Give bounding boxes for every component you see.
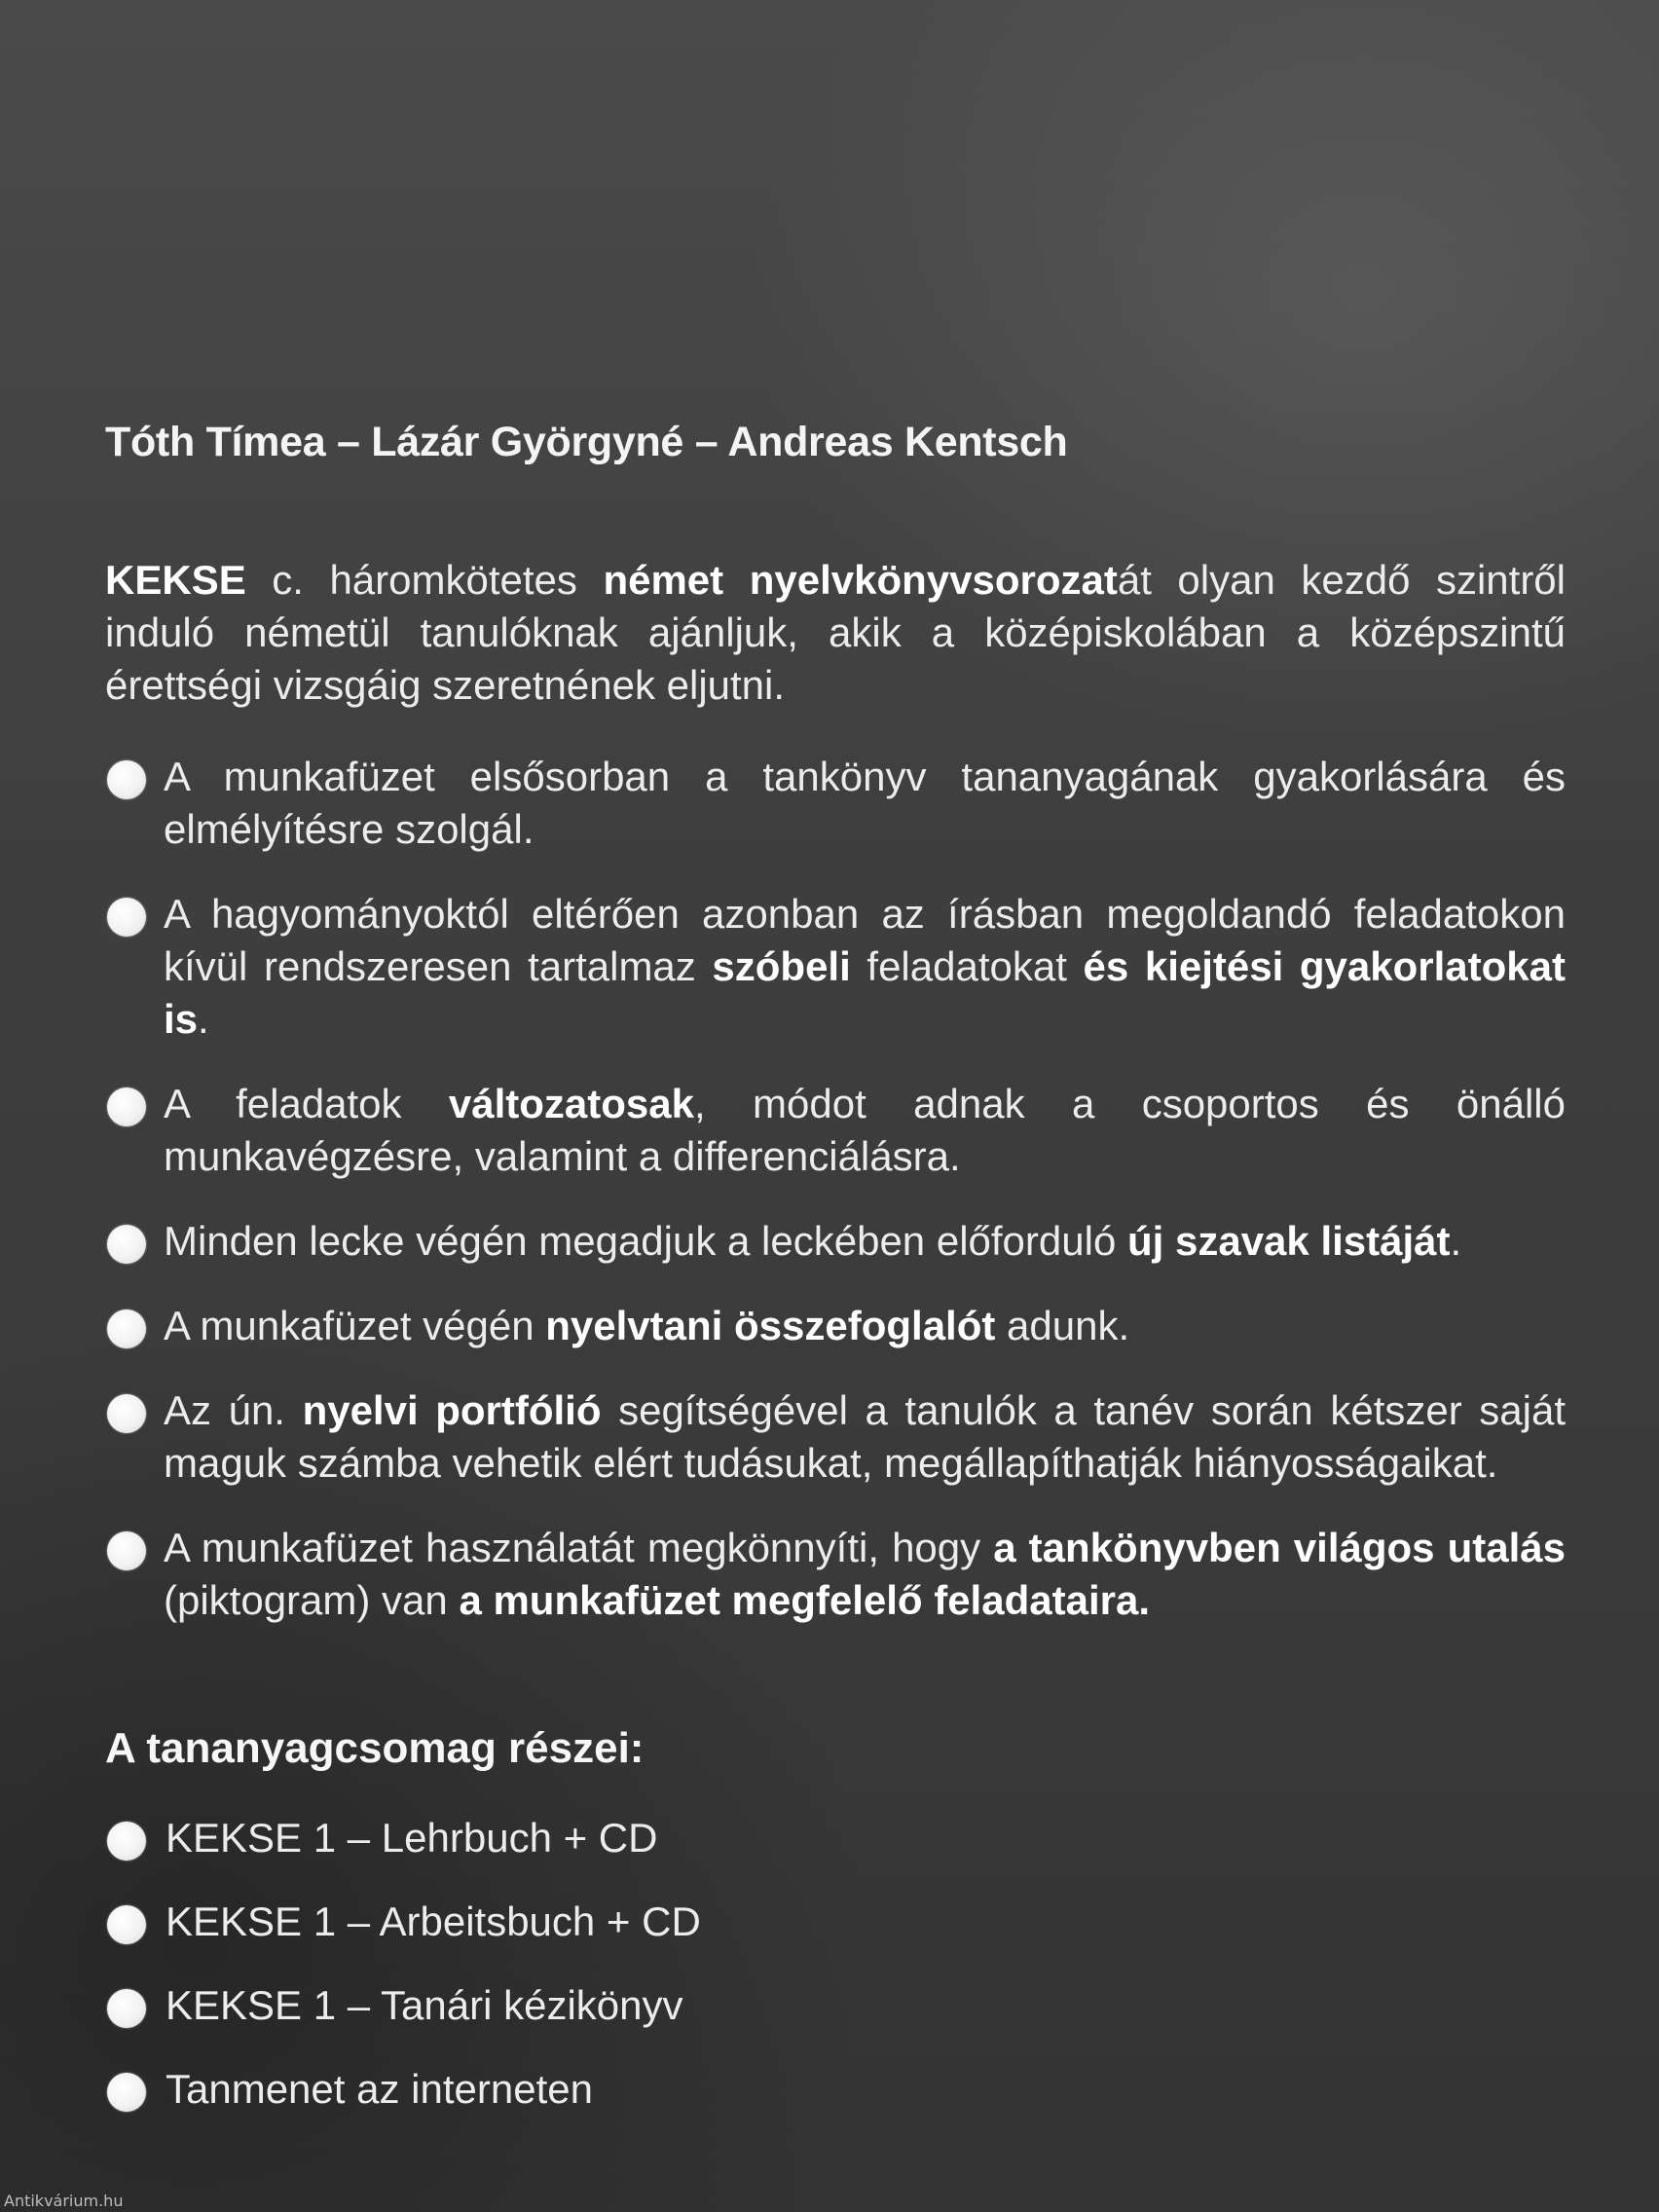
intro-series: német nyelvkönyvsorozat (603, 557, 1118, 603)
watermark: Antikvárium.hu (4, 2192, 124, 2210)
back-cover-text (105, 419, 1566, 2147)
feature-bold: a tankönyvben világos utalás (993, 1525, 1566, 1570)
feature-bold: új szavak listáját (1126, 1218, 1451, 1264)
feature-bold: változatosak (448, 1081, 695, 1126)
package-part-item (105, 1896, 1566, 1948)
feature-bold: nyelvi portfólió (302, 1387, 602, 1433)
bullet-dot-icon (107, 1989, 146, 2028)
feature-item (105, 1522, 1566, 1627)
authors-line: Tóth Tímea – Lázár Györgyné – Andreas Kentsch (105, 419, 1068, 465)
intro-paragraph (105, 554, 1566, 712)
bullet-dot-icon (107, 1309, 146, 1348)
feature-item (105, 1078, 1566, 1183)
intro-text-2: át olyan kezdő szintről induló németül tanulóknak ajánljuk, akik a középiskolában a középszintű érettségi vizsgáig szeretnének eljutni. (105, 557, 1566, 708)
bullet-dot-icon (107, 1088, 146, 1126)
feature-item (105, 1215, 1566, 1268)
feature-list (105, 751, 1566, 1627)
package-parts-title: A tananyagcsomag részei: (105, 1724, 645, 1772)
bullet-dot-icon (107, 2073, 146, 2112)
feature-text: , módot adnak a csoportos és önálló munkavégzésre, valamint a differenciálásra. (164, 1081, 1566, 1179)
feature-text: A munkafüzet elsősorban a tankönyv tananyagának gyakorlására és elmélyítésre szolgál. (164, 754, 1566, 852)
feature-bold: és kiejtési gyakorlatokat is (164, 943, 1566, 1042)
package-part-item (105, 2063, 1566, 2116)
bullet-dot-icon (107, 1905, 146, 1944)
feature-item (105, 751, 1566, 856)
feature-text: (piktogram) van (164, 1577, 460, 1623)
package-part-item (105, 1979, 1566, 2032)
package-parts-list (105, 1812, 1566, 2116)
feature-text: A feladatok (164, 1081, 449, 1126)
bullet-dot-icon (107, 760, 146, 799)
feature-text: . (1450, 1218, 1462, 1264)
bullet-dot-icon (107, 1531, 146, 1570)
feature-text: Minden lecke végén megadjuk a leckében előforduló (164, 1218, 1127, 1264)
feature-bold: nyelvtani összefoglalót (545, 1303, 996, 1348)
package-part-label: KEKSE 1 – Arbeitsbuch + CD (166, 1899, 701, 1944)
bullet-dot-icon (107, 1225, 146, 1264)
package-part-label: Tanmenet az interneten (166, 2066, 593, 2112)
feature-text: segítségével a tanulók a tanév során kétszer saját maguk számba vehetik elért tudásukat, megállapíthatják hiányosságaikat. (164, 1387, 1566, 1486)
feature-text: A munkafüzet végén (164, 1303, 546, 1348)
feature-bold: szóbeli (712, 943, 851, 989)
intro-text-1: c. háromkötetes (245, 557, 604, 603)
feature-item (105, 1384, 1566, 1490)
package-part-label: KEKSE 1 – Lehrbuch + CD (166, 1815, 658, 1861)
feature-text: . (198, 996, 209, 1042)
bullet-dot-icon (107, 898, 146, 937)
feature-bold: a munkafüzet megfelelő feladataira. (459, 1577, 1150, 1623)
feature-text: adunk. (995, 1303, 1130, 1348)
package-part-label: KEKSE 1 – Tanári kézikönyv (166, 1982, 683, 2028)
feature-text: A hagyományoktól eltérően azonban az írásban megoldandó feladatokon kívül rendszeresen tartalmaz (164, 891, 1566, 989)
package-part-item (105, 1812, 1566, 1864)
feature-text: Az ún. (164, 1387, 303, 1433)
feature-item (105, 1300, 1566, 1352)
feature-item (105, 888, 1566, 1046)
bullet-dot-icon (107, 1822, 146, 1861)
feature-text: feladatokat (850, 943, 1084, 989)
feature-text: A munkafüzet használatát megkönnyíti, hogy (164, 1525, 994, 1570)
bullet-dot-icon (107, 1394, 146, 1433)
intro-kekse: KEKSE (105, 557, 246, 603)
